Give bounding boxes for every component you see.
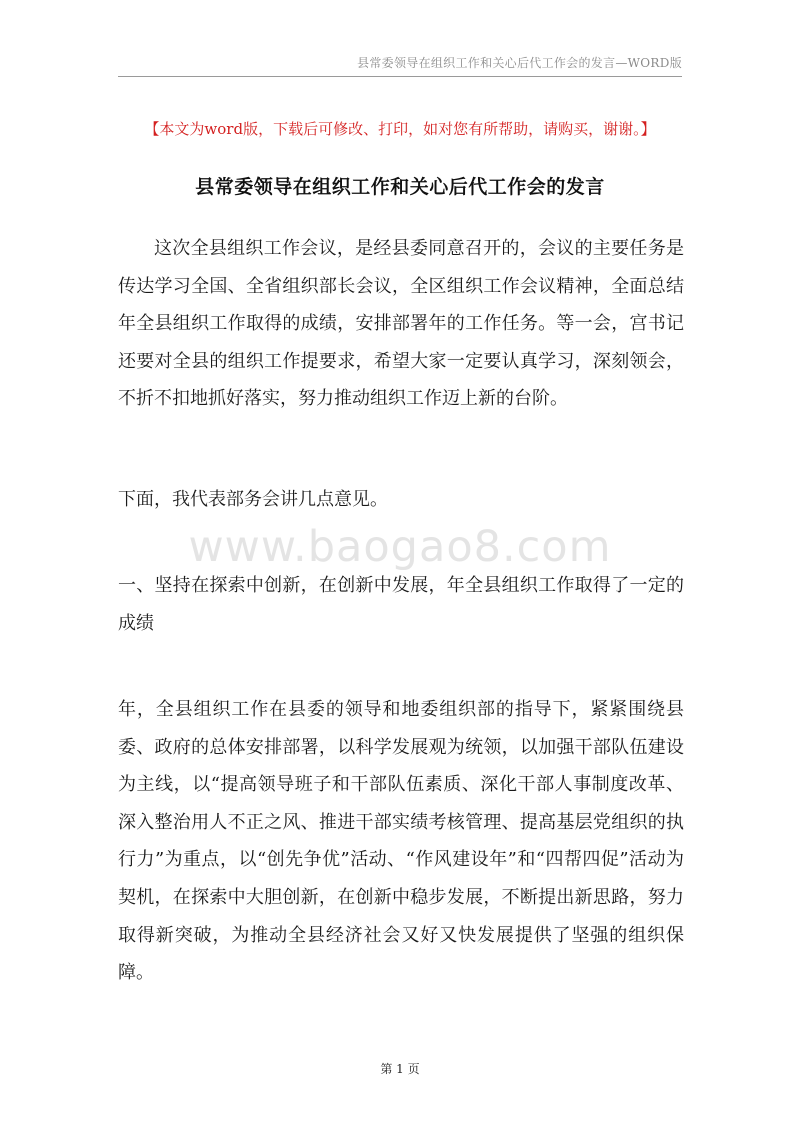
- document-title: 县常委领导在组织工作和关心后代工作会的发言: [195, 176, 605, 198]
- purchase-notice: 【本文为word版，下载后可修改、打印，如对您有所帮助，请购买，谢谢。】: [144, 120, 656, 138]
- header-divider: [118, 76, 682, 77]
- paragraph-intro: 这次全县组织工作会议，是经县委同意召开的，会议的主要任务是传达学习全国、全省组织部长会议，全区组织工作会议精神，全面总结年全县组织工作取得的成绩，安排部署年的工作任务。等一会，宫书记还要对全县的组织工作提要求，希望大家一定要认真学习，深刻领会，不折不扣地抓好落实，努力推动组织工作迈上新的台阶。: [118, 238, 684, 410]
- page-number: 第 1 页: [380, 1062, 420, 1076]
- watermark: www.baogao8.com: [188, 522, 612, 572]
- paragraph-opinions: 下面，我代表部务会讲几点意见。: [118, 489, 388, 510]
- running-header: 县常委领导在组织工作和关心后代工作会的发言—WORD版: [357, 56, 682, 70]
- section-heading-one: 一、坚持在探索中创新，在创新中发展，年全县组织工作取得了一定的成绩: [118, 575, 684, 634]
- paragraph-achievements: 年，全县组织工作在县委的领导和地委组织部的指导下，紧紧围绕县委、政府的总体安排部署，以科学发展观为统领，以加强干部队伍建设为主线，以“提高领导班子和干部队伍素质、深化干部人事制度改革、深入整治用人不正之风、推进干部实绩考核管理、提高基层党组织的执行力”为重点，以“创先争优”活动、“作风建设年”和“四帮四促”活动为契机，在探索中大胆创新，在创新中稳步发展，不断提出新思路，努力取得新突破，为推动全县经济社会又好又快发展提供了坚强的组织保障。: [118, 699, 684, 984]
